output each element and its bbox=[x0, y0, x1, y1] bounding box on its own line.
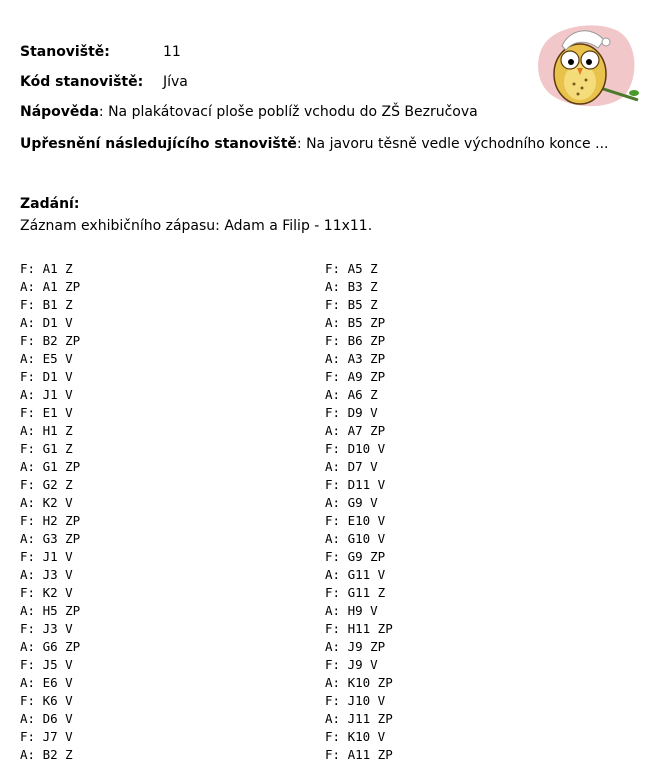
move-entry: F: B6 ZP bbox=[325, 333, 386, 348]
move-entry: F: E1 V bbox=[20, 405, 73, 420]
task-text: Záznam exhibičního zápasu: Adam a Filip - 11x11. bbox=[20, 218, 373, 234]
move-entry: A: D7 V bbox=[325, 459, 378, 474]
move-entry: A: B5 ZP bbox=[325, 315, 386, 330]
move-entry: A: A1 ZP bbox=[20, 279, 81, 294]
move-entry: F: B2 ZP bbox=[20, 333, 81, 348]
move-entry: F: H2 ZP bbox=[20, 513, 81, 528]
upresneni-line bbox=[20, 135, 608, 153]
move-entry: A: J1 V bbox=[20, 387, 73, 402]
owl-icon bbox=[534, 18, 642, 110]
move-entry: F: J10 V bbox=[325, 693, 386, 708]
move-entry: F: J7 V bbox=[20, 729, 73, 744]
move-entry: A: A3 ZP bbox=[325, 351, 386, 366]
move-entry: F: D1 V bbox=[20, 369, 73, 384]
move-entry: F: J5 V bbox=[20, 657, 73, 672]
kod-label: Kód stanoviště: bbox=[20, 74, 144, 90]
move-entry: F: K2 V bbox=[20, 585, 73, 600]
napoveda-text: : Na plakátovací ploše poblíž vchodu do ZŠ Bezručova bbox=[98, 104, 478, 120]
move-entry: F: K10 V bbox=[325, 729, 386, 744]
move-entry: A: H5 ZP bbox=[20, 603, 81, 618]
move-entry: A: H1 Z bbox=[20, 423, 73, 438]
move-entry: A: D6 V bbox=[20, 711, 73, 726]
move-entry: A: B3 Z bbox=[325, 279, 378, 294]
move-entry: F: E10 V bbox=[325, 513, 386, 528]
kod-value: Jíva bbox=[163, 74, 188, 90]
move-entry: F: J3 V bbox=[20, 621, 73, 636]
move-entry: F: D11 V bbox=[325, 477, 386, 492]
move-entry: F: G2 Z bbox=[20, 477, 73, 492]
move-entry: F: G11 Z bbox=[325, 585, 386, 600]
move-entry: F: J1 V bbox=[20, 549, 73, 564]
move-entry: A: G9 V bbox=[325, 495, 378, 510]
move-entry: A: K2 V bbox=[20, 495, 73, 510]
move-entry: F: H11 ZP bbox=[325, 621, 393, 636]
move-entry: A: G6 ZP bbox=[20, 639, 81, 654]
move-entry: A: B2 Z bbox=[20, 747, 73, 762]
move-entry: A: J9 ZP bbox=[325, 639, 386, 654]
stanoviste-value: 11 bbox=[163, 44, 181, 60]
move-entry: F: B5 Z bbox=[325, 297, 378, 312]
move-entry: F: A11 ZP bbox=[325, 747, 393, 762]
upresneni-label: Upřesnění následujícího stanoviště bbox=[20, 136, 297, 152]
move-entry: F: D9 V bbox=[325, 405, 378, 420]
move-entry: A: G10 V bbox=[325, 531, 386, 546]
napoveda-label: Nápověda bbox=[20, 104, 99, 120]
move-entry: F: A9 ZP bbox=[325, 369, 386, 384]
moves-left-column bbox=[20, 260, 80, 764]
move-entry: F: A1 Z bbox=[20, 261, 73, 276]
move-entry: A: G3 ZP bbox=[20, 531, 81, 546]
move-entry: A: E5 V bbox=[20, 351, 73, 366]
move-entry: F: B1 Z bbox=[20, 297, 73, 312]
move-entry: F: J9 V bbox=[325, 657, 378, 672]
move-entry: A: H9 V bbox=[325, 603, 378, 618]
move-entry: A: D1 V bbox=[20, 315, 73, 330]
move-entry: F: A5 Z bbox=[325, 261, 378, 276]
move-entry: F: G9 ZP bbox=[325, 549, 386, 564]
move-entry: A: E6 V bbox=[20, 675, 73, 690]
napoveda-line bbox=[20, 103, 478, 121]
move-entry: A: K10 ZP bbox=[325, 675, 393, 690]
move-entry: A: J3 V bbox=[20, 567, 73, 582]
move-entry: A: A7 ZP bbox=[325, 423, 386, 438]
move-entry: A: A6 Z bbox=[325, 387, 378, 402]
move-entry: F: K6 V bbox=[20, 693, 73, 708]
upresneni-text: : Na javoru těsně vedle východního konce ... bbox=[296, 136, 609, 152]
task-label: Zadání: bbox=[20, 196, 80, 212]
move-entry: F: D10 V bbox=[325, 441, 386, 456]
stanoviste-label: Stanoviště: bbox=[20, 44, 110, 60]
move-entry: A: G11 V bbox=[325, 567, 386, 582]
move-entry: F: G1 Z bbox=[20, 441, 73, 456]
move-entry: A: J11 ZP bbox=[325, 711, 393, 726]
move-entry: A: G1 ZP bbox=[20, 459, 81, 474]
moves-right-column bbox=[325, 260, 393, 764]
